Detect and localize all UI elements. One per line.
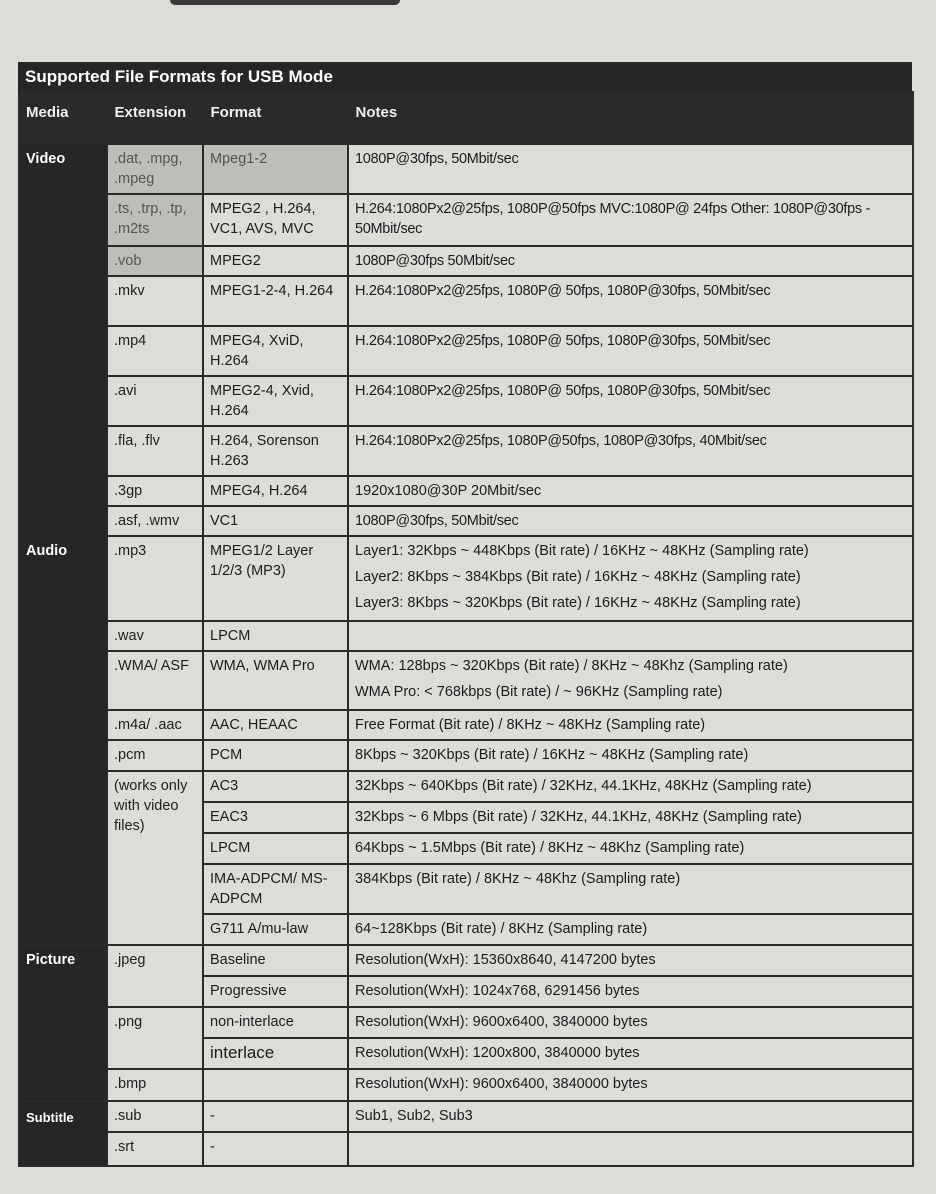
cell-ext: .mp3: [107, 536, 203, 621]
cell-notes: 1080P@30fps, 50Mbit/sec: [348, 144, 913, 194]
cell-notes: Sub1, Sub2, Sub3: [348, 1101, 913, 1132]
table-row: [19, 376, 913, 426]
cell-format: WMA, WMA Pro: [203, 651, 348, 710]
cell-format: AAC, HEAAC: [203, 710, 348, 740]
cell-format: non-interlace: [203, 1007, 348, 1038]
cell-ext: .dat, .mpg, .mpeg: [107, 144, 203, 194]
table-row: [19, 710, 913, 740]
cell-ext: .mp4: [107, 326, 203, 376]
cell-format: IMA-ADPCM/ MS-ADPCM: [203, 864, 348, 914]
table-row: [19, 945, 913, 976]
cell-notes: H.264:1080Px2@25fps, 1080P@ 50fps, 1080P@30fps, 50Mbit/sec: [348, 376, 913, 426]
cell-format: MPEG4, XviD, H.264: [203, 326, 348, 376]
table-row: [19, 246, 913, 276]
cell-ext: .m4a/ .aac: [107, 710, 203, 740]
cell-notes: Free Format (Bit rate) / 8KHz ~ 48KHz (Sampling rate): [348, 710, 913, 740]
cell-format: H.264, Sorenson H.263: [203, 426, 348, 476]
cell-notes: [348, 536, 913, 621]
table-row: [19, 426, 913, 476]
cell-format: VC1: [203, 506, 348, 536]
cell-ext: .avi: [107, 376, 203, 426]
table-row: [19, 1069, 913, 1101]
cell-notes: Resolution(WxH): 15360x8640, 4147200 bytes: [348, 945, 913, 976]
cell-notes: 1080P@30fps, 50Mbit/sec: [348, 506, 913, 536]
cell-format: LPCM: [203, 833, 348, 864]
cell-notes: H.264:1080Px2@25fps, 1080P@50fps MVC:1080P@ 24fps Other: 1080P@30fps - 50Mbit/sec: [348, 194, 913, 246]
note-line: Layer1: 32Kbps ~ 448Kbps (Bit rate) / 16KHz ~ 48KHz (Sampling rate): [355, 543, 809, 559]
table-row: [19, 740, 913, 771]
table-title: Supported File Formats for USB Mode: [18, 62, 912, 91]
header-notes: Notes: [348, 92, 913, 144]
cell-format: MPEG4, H.264: [203, 476, 348, 506]
cell-ext: .mkv: [107, 276, 203, 326]
cell-ext: .asf, .wmv: [107, 506, 203, 536]
cell-notes: H.264:1080Px2@25fps, 1080P@ 50fps, 1080P@30fps, 50Mbit/sec: [348, 276, 913, 326]
cell-notes: [348, 651, 913, 710]
section-label-picture: Picture: [19, 945, 107, 1101]
note-line: WMA Pro: < 768kbps (Bit rate) / ~ 96KHz (Sampling rate): [355, 684, 723, 700]
cell-ext: .wav: [107, 621, 203, 651]
note-line: WMA: 128bps ~ 320Kbps (Bit rate) / 8KHz ~ 48Khz (Sampling rate): [355, 658, 788, 674]
cell-ext: .bmp: [107, 1069, 203, 1101]
cell-notes: Resolution(WxH): 9600x6400, 3840000 bytes: [348, 1007, 913, 1038]
cell-format: MPEG2 , H.264, VC1, AVS, MVC: [203, 194, 348, 246]
cell-ext: .png: [107, 1007, 203, 1069]
header-row: [19, 92, 913, 144]
table-row: [19, 326, 913, 376]
cell-format: PCM: [203, 740, 348, 771]
cell-format: LPCM: [203, 621, 348, 651]
cell-format: MPEG2-4, Xvid, H.264: [203, 376, 348, 426]
header-extension: Extension: [107, 92, 203, 144]
table-row: [19, 194, 913, 246]
cell-ext: .srt: [107, 1132, 203, 1166]
cell-ext: .ts, .trp, .tp, .m2ts: [107, 194, 203, 246]
cell-ext: .pcm: [107, 740, 203, 771]
cell-ext: .WMA/ ASF: [107, 651, 203, 710]
table-row: [19, 1007, 913, 1038]
cell-format: EAC3: [203, 802, 348, 833]
table-row: [19, 144, 913, 194]
cell-notes: Resolution(WxH): 9600x6400, 3840000 bytes: [348, 1069, 913, 1101]
table-row: [19, 276, 913, 326]
cell-format: Mpeg1-2: [203, 144, 348, 194]
cell-notes: 1080P@30fps 50Mbit/sec: [348, 246, 913, 276]
cell-notes: Resolution(WxH): 1200x800, 3840000 bytes: [348, 1038, 913, 1069]
cell-notes: H.264:1080Px2@25fps, 1080P@50fps, 1080P@30fps, 40Mbit/sec: [348, 426, 913, 476]
cell-ext: .3gp: [107, 476, 203, 506]
table-row: [19, 771, 913, 802]
cell-notes: [348, 1132, 913, 1166]
cell-notes: 8Kbps ~ 320Kbps (Bit rate) / 16KHz ~ 48KHz (Sampling rate): [348, 740, 913, 771]
cell-notes: Resolution(WxH): 1024x768, 6291456 bytes: [348, 976, 913, 1007]
note-line: Layer3: 8Kbps ~ 320Kbps (Bit rate) / 16KHz ~ 48KHz (Sampling rate): [355, 595, 801, 611]
note-line: Layer2: 8Kbps ~ 384Kbps (Bit rate) / 16KHz ~ 48KHz (Sampling rate): [355, 569, 801, 585]
cell-ext: .sub: [107, 1101, 203, 1132]
cell-notes: 32Kbps ~ 640Kbps (Bit rate) / 32KHz, 44.1KHz, 48KHz (Sampling rate): [348, 771, 913, 802]
table-row: [19, 1101, 913, 1132]
section-label-subtitle: Subtitle: [19, 1101, 107, 1166]
cell-format: interlace: [203, 1038, 348, 1069]
section-label-video: Video: [19, 144, 107, 536]
cell-format: MPEG2: [203, 246, 348, 276]
section-label-audio: Audio: [19, 536, 107, 945]
header-media: Media: [19, 92, 107, 144]
cell-ext: .jpeg: [107, 945, 203, 1007]
cell-format: Progressive: [203, 976, 348, 1007]
cell-notes: H.264:1080Px2@25fps, 1080P@ 50fps, 1080P@30fps, 50Mbit/sec: [348, 326, 913, 376]
cell-ext: .vob: [107, 246, 203, 276]
cell-format: AC3: [203, 771, 348, 802]
table-row: [19, 1132, 913, 1166]
page-top-shadow: [170, 0, 400, 5]
header-format: Format: [203, 92, 348, 144]
cell-notes: [348, 621, 913, 651]
cell-ext: .fla, .flv: [107, 426, 203, 476]
cell-format: MPEG1-2-4, H.264: [203, 276, 348, 326]
cell-notes: 32Kbps ~ 6 Mbps (Bit rate) / 32KHz, 44.1KHz, 48KHz (Sampling rate): [348, 802, 913, 833]
formats-table: [18, 91, 914, 1167]
cell-format: -: [203, 1101, 348, 1132]
table-row: [19, 506, 913, 536]
cell-notes: 64Kbps ~ 1.5Mbps (Bit rate) / 8KHz ~ 48Khz (Sampling rate): [348, 833, 913, 864]
cell-format: MPEG1/2 Layer 1/2/3 (MP3): [203, 536, 348, 621]
cell-notes: 64~128Kbps (Bit rate) / 8KHz (Sampling rate): [348, 914, 913, 945]
cell-format: [203, 1069, 348, 1101]
cell-format: Baseline: [203, 945, 348, 976]
table-row: [19, 651, 913, 710]
table-row: [19, 476, 913, 506]
cell-notes: 1920x1080@30P 20Mbit/sec: [348, 476, 913, 506]
cell-notes: 384Kbps (Bit rate) / 8KHz ~ 48Khz (Sampling rate): [348, 864, 913, 914]
table-row: [19, 621, 913, 651]
table-row: [19, 536, 913, 621]
cell-format: -: [203, 1132, 348, 1166]
cell-ext: (works only with video files): [107, 771, 203, 945]
cell-format: G711 A/mu-law: [203, 914, 348, 945]
